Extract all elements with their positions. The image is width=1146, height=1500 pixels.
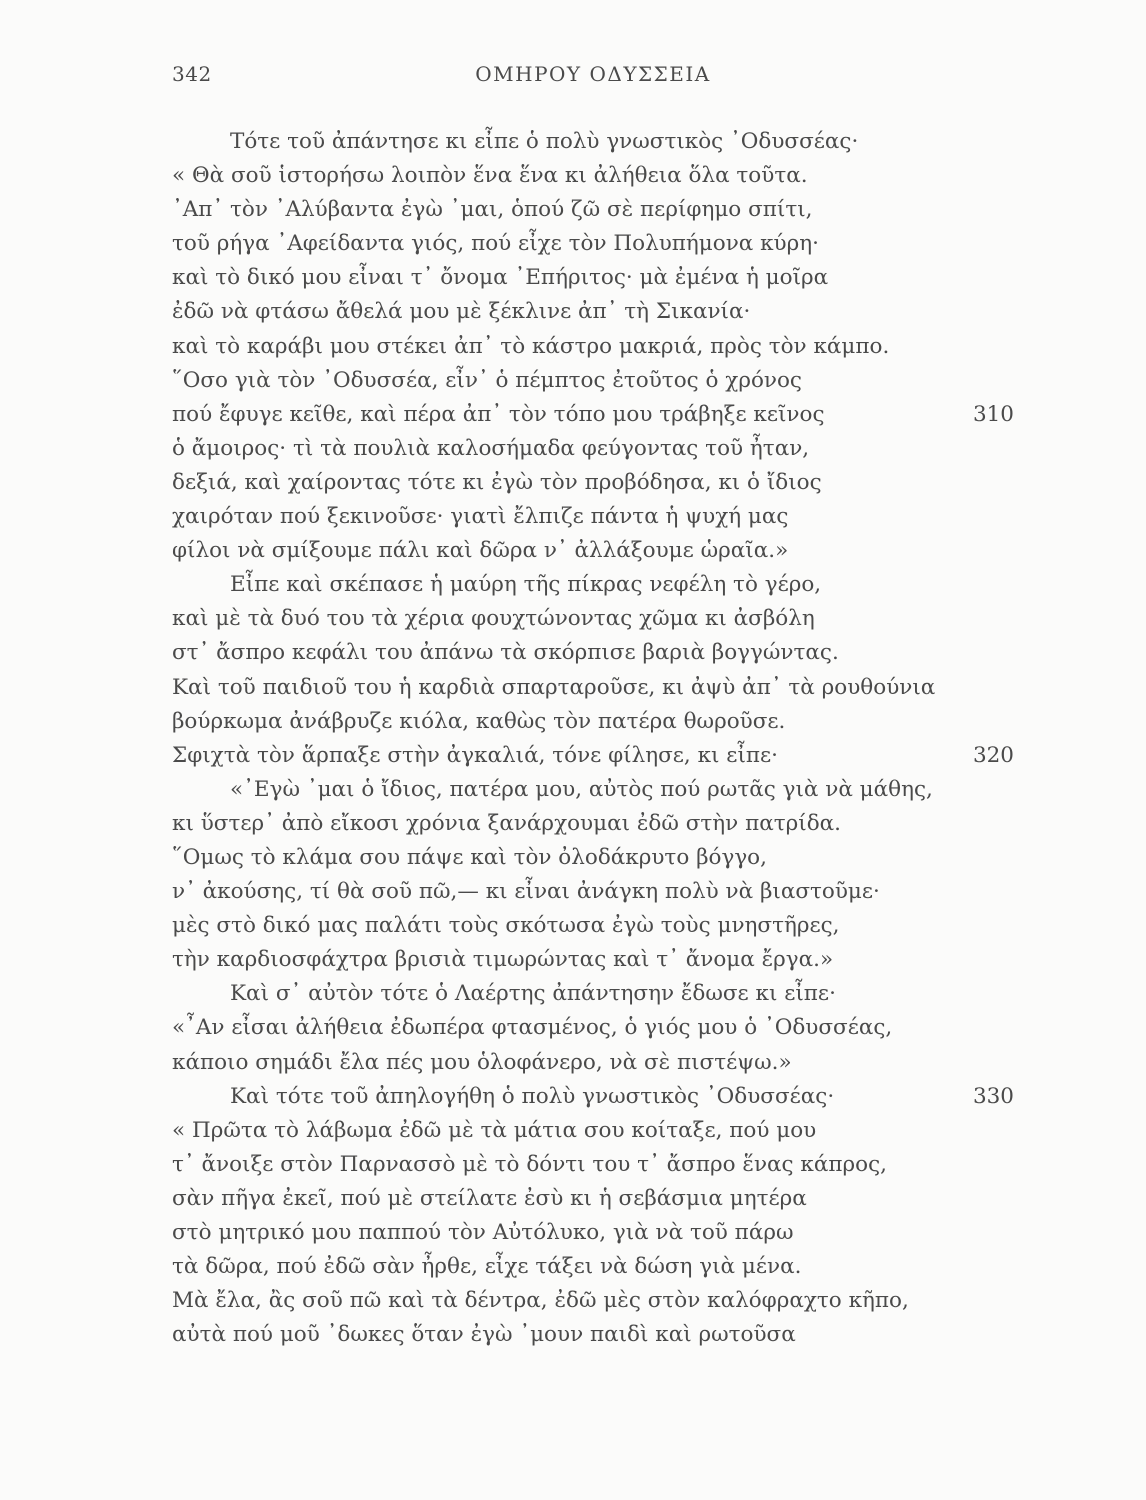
verse-text: σὰν πῆγα ἐκεῖ, πού μὲ στείλατε ἐσὺ κι ἡ σεβάσμια μητέρα (172, 1185, 807, 1211)
verse-text: ὁ ἄμοιρος· τὶ τὰ πουλιὰ καλοσήμαδα φεύγοντας τοῦ ἦταν, (172, 435, 810, 461)
verse-line (172, 909, 1014, 943)
verse-line (172, 602, 1014, 636)
verse-text: μὲς στὸ δικό μας παλάτι τοὺς σκότωσα ἐγὼ τοὺς μνηστῆρες, (172, 913, 840, 939)
verse-text: κάποιο σημάδι ἔλα πές μου ὁλοφάνερο, νὰ σὲ πιστέψω.» (172, 1049, 792, 1075)
verse-line (172, 432, 1014, 466)
verse-block (172, 125, 1014, 1352)
verse-text: καὶ τὸ καράβι μου στέκει ἀπ᾿ τὸ κάστρο μακριά, πρὸς τὸν κάμπο. (172, 333, 890, 359)
verse-text: Καὶ σ᾿ αὐτὸν τότε ὁ Λαέρτης ἀπάντησην ἔδωσε κι εἶπε· (230, 981, 836, 1007)
verse-line (172, 534, 1014, 568)
verse-text: « Θὰ σοῦ ἱστορήσω λοιπὸν ἕνα ἕνα κι ἀλήθεια ὅλα τοῦτα. (172, 163, 808, 189)
verse-line (172, 1182, 1014, 1216)
verse-text: ᾿Απ᾿ τὸν ᾿Αλύβαντα ἐγὼ ᾿μαι, ὁπού ζῶ σὲ περίφημο σπίτι, (172, 197, 813, 223)
verse-text: Καὶ τότε τοῦ ἀπηλογήθη ὁ πολὺ γνωστικὸς ᾿Οδυσσέας· (230, 1083, 835, 1109)
verse-text: ν᾿ ἀκούσης, τί θὰ σοῦ πῶ,— κι εἶναι ἀνάγκη πολὺ νὰ βιαστοῦμε· (172, 879, 880, 905)
verse-text: στ᾿ ἄσπρο κεφάλι του ἀπάνω τὰ σκόρπισε βαριὰ βογγώντας. (172, 640, 839, 666)
verse-text: «᾿Εγὼ ᾿μαι ὁ ἴδιος, πατέρα μου, αὐτὸς πού ρωτᾶς γιὰ νὰ μάθης, (230, 776, 933, 802)
verse-line (172, 125, 1014, 159)
verse-line (172, 227, 1014, 261)
verse-text: Τότε τοῦ ἀπάντησε κι εἶπε ὁ πολὺ γνωστικὸς ᾿Οδυσσέας· (230, 129, 859, 154)
verse-text: πού ἔφυγε κεῖθε, καὶ πέρα ἀπ᾿ τὸν τόπο μου τράβηξε κεῖνος (172, 401, 825, 427)
verse-text: «῏Αν εἶσαι ἀλήθεια ἐδωπέρα φτασμένος, ὁ γιός μου ὁ ᾿Οδυσσέας, (172, 1015, 893, 1041)
verse-line (172, 398, 1014, 432)
verse-text: τοῦ ρήγα ᾿Αφείδαντα γιός, πού εἶχε τὸν Πολυπήμονα κύρη· (172, 231, 819, 257)
verse-text: δεξιά, καὶ χαίροντας τότε κι ἐγὼ τὸν προβόδησα, κι ὁ ἴδιος (172, 469, 822, 495)
line-number: 330 (972, 1083, 1014, 1109)
verse-text: τὰ δῶρα, πού ἐδῶ σὰν ἦρθε, εἶχε τάξει νὰ δώση γιὰ μένα. (172, 1254, 802, 1280)
line-number: 310 (972, 401, 1014, 427)
verse-text: « Πρῶτα τὸ λάβωμα ἐδῶ μὲ τὰ μάτια σου κοίταξε, πού μου (172, 1117, 817, 1143)
verse-text: φίλοι νὰ σμίξουμε πάλι καὶ δῶρα ν᾿ ἀλλάξουμε ὡραῖα.» (172, 538, 789, 564)
verse-text: αὐτὰ πού μοῦ ᾿δωκες ὅταν ἐγὼ ᾿μουν παιδὶ καὶ ρωτοῦσα (172, 1322, 796, 1348)
verse-line (172, 1046, 1014, 1080)
verse-text: χαιρόταν πού ξεκινοῦσε· γιατὶ ἔλπιζε πάντα ἡ ψυχή μας (172, 504, 789, 530)
verse-line (172, 193, 1014, 227)
verse-line (172, 1318, 1014, 1352)
verse-text: τὴν καρδιοσφάχτρα βρισιὰ τιμωρώντας καὶ τ᾿ ἄνομα ἔργα.» (172, 947, 834, 973)
verse-line (172, 1080, 1014, 1114)
verse-text: ἐδῶ νὰ φτάσω ἄθελά μου μὲ ξέκλινε ἀπ᾿ τὴ Σικανία· (172, 299, 751, 325)
verse-line (172, 875, 1014, 909)
verse-line (172, 159, 1014, 193)
verse-text: ῞Οσο γιὰ τὸν ᾿Οδυσσέα, εἶν᾿ ὁ πέμπτος ἐτοῦτος ὁ χρόνος (172, 367, 802, 393)
verse-line (172, 1011, 1014, 1045)
verse-text: Καὶ τοῦ παιδιοῦ του ἡ καρδιὰ σπαρταροῦσε, κι ἀψὺ ἀπ᾿ τὰ ρουθούνια (172, 674, 936, 700)
verse-line (172, 977, 1014, 1011)
verse-line (172, 671, 1014, 705)
verse-text: τ᾿ ἄνοιξε στὸν Παρνασσὸ μὲ τὸ δόντι του τ᾿ ἄσπρο ἕνας κάπρος, (172, 1151, 887, 1177)
verse-line (172, 705, 1014, 739)
verse-line (172, 364, 1014, 398)
verse-line (172, 330, 1014, 364)
verse-text: κι ὕστερ᾿ ἀπὸ εἴκοσι χρόνια ξανάρχουμαι ἐδῶ στὴν πατρίδα. (172, 810, 841, 836)
page-header (172, 62, 1014, 94)
verse-line (172, 1250, 1014, 1284)
page-number: 342 (172, 62, 212, 86)
verse-line (172, 1284, 1014, 1318)
verse-line (172, 500, 1014, 534)
line-number: 320 (972, 742, 1014, 768)
verse-line (172, 807, 1014, 841)
verse-line (172, 1114, 1014, 1148)
verse-text: καὶ τὸ δικό μου εἶναι τ᾿ ὄνομα ᾿Επήριτος· μὰ ἐμένα ἡ μοῖρα (172, 265, 829, 291)
verse-text: καὶ μὲ τὰ δυό του τὰ χέρια φουχτώνοντας χῶμα κι ἀσβόλη (172, 606, 815, 632)
verse-text: στὸ μητρικό μου παππού τὸν Αὐτόλυκο, γιὰ νὰ τοῦ πάρω (172, 1220, 794, 1245)
verse-line (172, 636, 1014, 670)
verse-text: ῞Ομως τὸ κλάμα σου πάψε καὶ τὸν ὀλοδάκρυτο βόγγο, (172, 844, 767, 870)
verse-text: Σφιχτὰ τὸν ἅρπαξε στὴν ἀγκαλιά, τόνε φίλησε, κι εἶπε· (172, 742, 778, 768)
verse-line (172, 466, 1014, 500)
running-title: ΟΜΗΡΟΥ ΟΔΥΣΣΕΙΑ (475, 62, 711, 86)
verse-text: βούρκωμα ἀνάβρυζε κιόλα, καθὼς τὸν πατέρα θωροῦσε. (172, 708, 786, 734)
verse-line (172, 943, 1014, 977)
verse-text: Μὰ ἔλα, ἂς σοῦ πῶ καὶ τὰ δέντρα, ἐδῶ μὲς στὸν καλόφραχτο κῆπο, (172, 1288, 909, 1314)
verse-line (172, 295, 1014, 329)
verse-line (172, 773, 1014, 807)
verse-line (172, 1148, 1014, 1182)
verse-line (172, 261, 1014, 295)
verse-line (172, 568, 1014, 602)
verse-line (172, 739, 1014, 773)
verse-line (172, 841, 1014, 875)
verse-text: Εἶπε καὶ σκέπασε ἡ μαύρη τῆς πίκρας νεφέλη τὸ γέρο, (230, 572, 822, 598)
verse-line (172, 1216, 1014, 1250)
